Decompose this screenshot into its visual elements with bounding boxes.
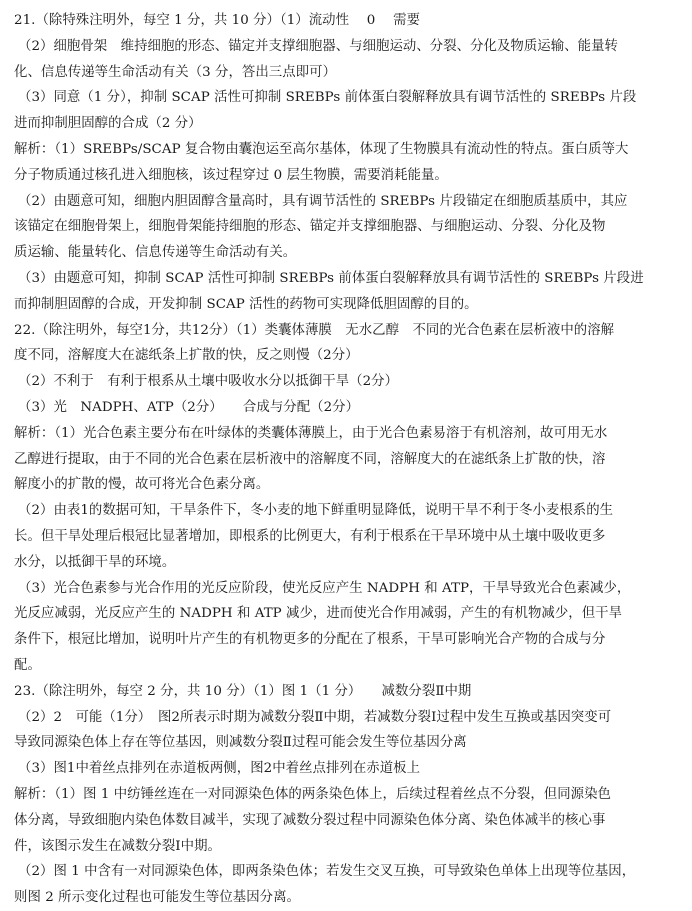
q23-answer-2-line-1: （2）2 可能（1分） 图2所表示时期为减数分裂Ⅱ中期，若减数分裂Ⅰ过程中发生互换或基因突变可 bbox=[18, 709, 612, 725]
q22-analysis-2-line-1: （2）由表1的数据可知，干旱条件下，冬小麦的地下鲜重明显降低，说明干旱不利于冬小麦根系的生 bbox=[18, 503, 614, 519]
q22-header-line-1: 22.（除注明外，每空1分，共12分）（1）类囊体薄膜 无水乙醇 不同的光合色素在层析液中的溶解 bbox=[14, 322, 615, 338]
q21-answer-2-line-1: （2）细胞骨架 维持细胞的形态、锚定并支撑细胞器、与细胞运动、分裂、分化及物质运输、能量转 bbox=[18, 38, 618, 54]
q23-analysis-1-line-3: 件，该图示发生在减数分裂Ⅰ中期。 bbox=[14, 838, 221, 854]
q22-answer-3: （3）光 NADPH、ATP（2分） 合成与分配（2分） bbox=[18, 399, 360, 415]
q22-analysis-3-line-4: 配。 bbox=[14, 657, 41, 673]
q21-analysis-2-line-2: 该锚定在细胞骨架上，细胞骨架能持细胞的形态、锚定并支撑细胞器、与细胞运动、分裂、分化及物 bbox=[14, 219, 606, 235]
q21-answer-3-line-1: （3）同意（1 分），抑制 SCAP 活性可抑制 SREBPs 前体蛋白裂解释放具有调节活性的 SREBPs 片段 bbox=[18, 90, 637, 106]
q22-analysis-3-line-3: 条件下，根冠比增加，说明叶片产生的有机物更多的分配在了根系，干旱可影响光合产物的合成与分 bbox=[14, 632, 606, 648]
q21-answer-3-line-2: 进而抑制胆固醇的合成（2 分） bbox=[14, 116, 202, 132]
q21-analysis-2-line-1: （2）由题意可知，细胞内胆固醇含量高时，具有调节活性的 SREBPs 片段锚定在细胞质基质中，其应 bbox=[18, 193, 628, 209]
q22-analysis-1-line-1: 解析：（1）光合色素主要分布在叶绿体的类囊体薄膜上，由于光合色素易溶于有机溶剂，故可用无水 bbox=[14, 425, 608, 441]
q22-analysis-1-line-2: 乙醇进行提取，由于不同的光合色素在层析液中的溶解度不同，溶解度大的在滤纸条上扩散的快，溶 bbox=[14, 451, 606, 467]
q23-analysis-1-line-1: 解析：（1）图 1 中纺锤丝连在一对同源染色体的两条染色体上，后续过程着丝点不分裂，但同源染色 bbox=[14, 786, 611, 802]
q23-analysis-2-line-2: 则图 2 所示变化过程也可能发生等位基因分离。 bbox=[14, 890, 300, 906]
q22-analysis-3-line-1: （3）光合色素参与光合作用的光反应阶段，使光反应产生 NADPH 和 ATP，干旱导致光合色素减少， bbox=[18, 580, 631, 596]
q23-answer-3: （3）图1中着丝点排列在赤道板两侧，图2中着丝点排列在赤道板上 bbox=[18, 761, 421, 777]
q22-analysis-1-line-3: 解度小的扩散的慢，故可将光合色素分离。 bbox=[14, 477, 270, 493]
q21-header: 21.（除特殊注明外，每空 1 分，共 10 分）（1）流动性 0 需要 bbox=[14, 13, 421, 28]
q21-analysis-2-line-3: 质运输、能量转化、信息传递等生命活动有关。 bbox=[14, 245, 297, 261]
q21-answer-2-line-2: 化、信息传递等生命活动有关（3 分，答出三点即可） bbox=[14, 64, 337, 80]
q21-analysis-1-line-1: 解析：（1）SREBPs/SCAP 复合物由囊泡运至高尔基体，体现了生物膜具有流动性的特点。蛋白质等大 bbox=[14, 141, 629, 157]
q23-answer-2-line-2: 导致同源染色体上存在等位基因，则减数分裂Ⅱ过程可能会发生等位基因分离 bbox=[14, 735, 467, 751]
q21-analysis-1-line-2: 分子物质通过核孔进入细胞核，该过程穿过 0 层生物膜，需要消耗能量。 bbox=[14, 167, 448, 183]
q22-header-line-2: 度不同，溶解度大在滤纸条上扩散的快，反之则慢（2分） bbox=[14, 348, 359, 364]
q21-analysis-3-line-1: （3）由题意可知，抑制 SCAP 活性可抑制 SREBPs 前体蛋白裂解释放具有调节活性的 SREBPs 片段进 bbox=[18, 270, 644, 286]
q21-analysis-3-line-2: 而抑制胆固醇的合成，开发抑制 SCAP 活性的药物可实现降低胆固醇的目的。 bbox=[14, 296, 478, 312]
q22-analysis-2-line-2: 长。但干旱处理后根冠比显著增加，即根系的比例更大，有利于根系在干旱环境中从土壤中吸收更多 bbox=[14, 528, 606, 544]
q22-answer-2: （2）不利于 有利于根系从土壤中吸收水分以抵御干旱（2分） bbox=[18, 374, 399, 390]
q23-header: 23.（除注明外，每空 2 分，共 10 分）（1）图 1（1 分） 减数分裂Ⅱ中期 bbox=[14, 683, 472, 699]
q23-analysis-1-line-2: 体分离，导致细胞内染色体数目减半，实现了减数分裂过程中同源染色体分离、染色体减半的核心事 bbox=[14, 812, 606, 828]
q22-analysis-2-line-3: 水分，以抵御干旱的环境。 bbox=[14, 554, 176, 570]
q23-analysis-2-line-1: （2）图 1 中含有一对同源染色体，即两条染色体；若发生交叉互换，可导致染色单体上出现等位基因， bbox=[18, 864, 636, 880]
q22-analysis-3-line-2: 光反应减弱，光反应产生的 NADPH 和 ATP 减少，进而使光合作用减弱，产生的有机物减少，但干旱 bbox=[14, 606, 623, 622]
